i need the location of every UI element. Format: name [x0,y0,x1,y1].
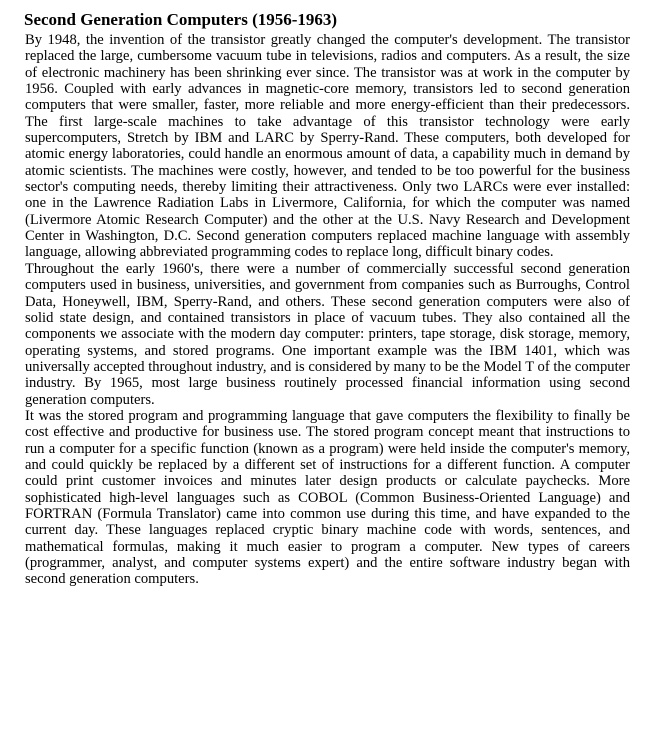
article-paragraph: Throughout the early 1960's, there were a number of commercially successful second generation computers used in business, universities, and government from companies such as Burroughs, Control Data, Honeywell, IBM, Sperry-Rand, and others. These second generation computers were also of solid state design, and contained transistors in place of vacuum tubes. They also contained all the components we associate with the modern day computer: printers, tape storage, disk storage, memory, operating systems, and stored programs. One important example was the IBM 1401, which was universally accepted throughout industry, and is considered by many to be the Model T of the computer industry. By 1965, most large business routinely processed financial information using second generation computers. [25,260,630,408]
article-paragraph: It was the stored program and programming language that gave computers the flexibility to finally be cost effective and productive for business use. The stored program concept meant that instructions to run a computer for a specific function (known as a program) were held inside the computer's memory, and could quickly be replaced by a different set of instructions for a different function. A computer could print customer invoices and minutes later design products or calculate paychecks. More sophisticated high-level languages such as COBOL (Common Business-Oriented Language) and FORTRAN (Formula Translator) came into common use during this time, and have expanded to the current day. These languages replaced cryptic binary machine code with words, sentences, and mathematical formulas, making it much easier to program a computer. New types of careers (programmer, analyst, and computer systems expert) and the entire software industry began with second generation computers. [25,407,630,588]
article [8,8,630,588]
article-paragraph: By 1948, the invention of the transistor greatly changed the computer's development. The transistor replaced the large, cumbersome vacuum tube in televisions, radios and computers. As a result, the size of electronic machinery has been shrinking ever since. The transistor was at work in the computer by 1956. Coupled with early advances in magnetic-core memory, transistors led to second generation computers that were smaller, faster, more reliable and more energy-efficient than their predecessors. The first large-scale machines to take advantage of this transistor technology were early supercomputers, Stretch by IBM and LARC by Sperry-Rand. These computers, both developed for atomic energy laboratories, could handle an enormous amount of data, a capability much in demand by atomic scientists. The machines were costly, however, and tended to be too powerful for the business sector's computing needs, thereby limiting their attractiveness. Only two LARCs were ever installed: one in the Lawrence Radiation Labs in Livermore, California, for which the computer was named (Livermore Atomic Research Computer) and the other at the U.S. Navy Research and Development Center in Washington, D.C. Second generation computers replaced machine language with assembly language, allowing abbreviated programming codes to replace long, difficult binary codes. [25,32,630,261]
article-title: Second Generation Computers (1956-1963) [24,10,338,29]
